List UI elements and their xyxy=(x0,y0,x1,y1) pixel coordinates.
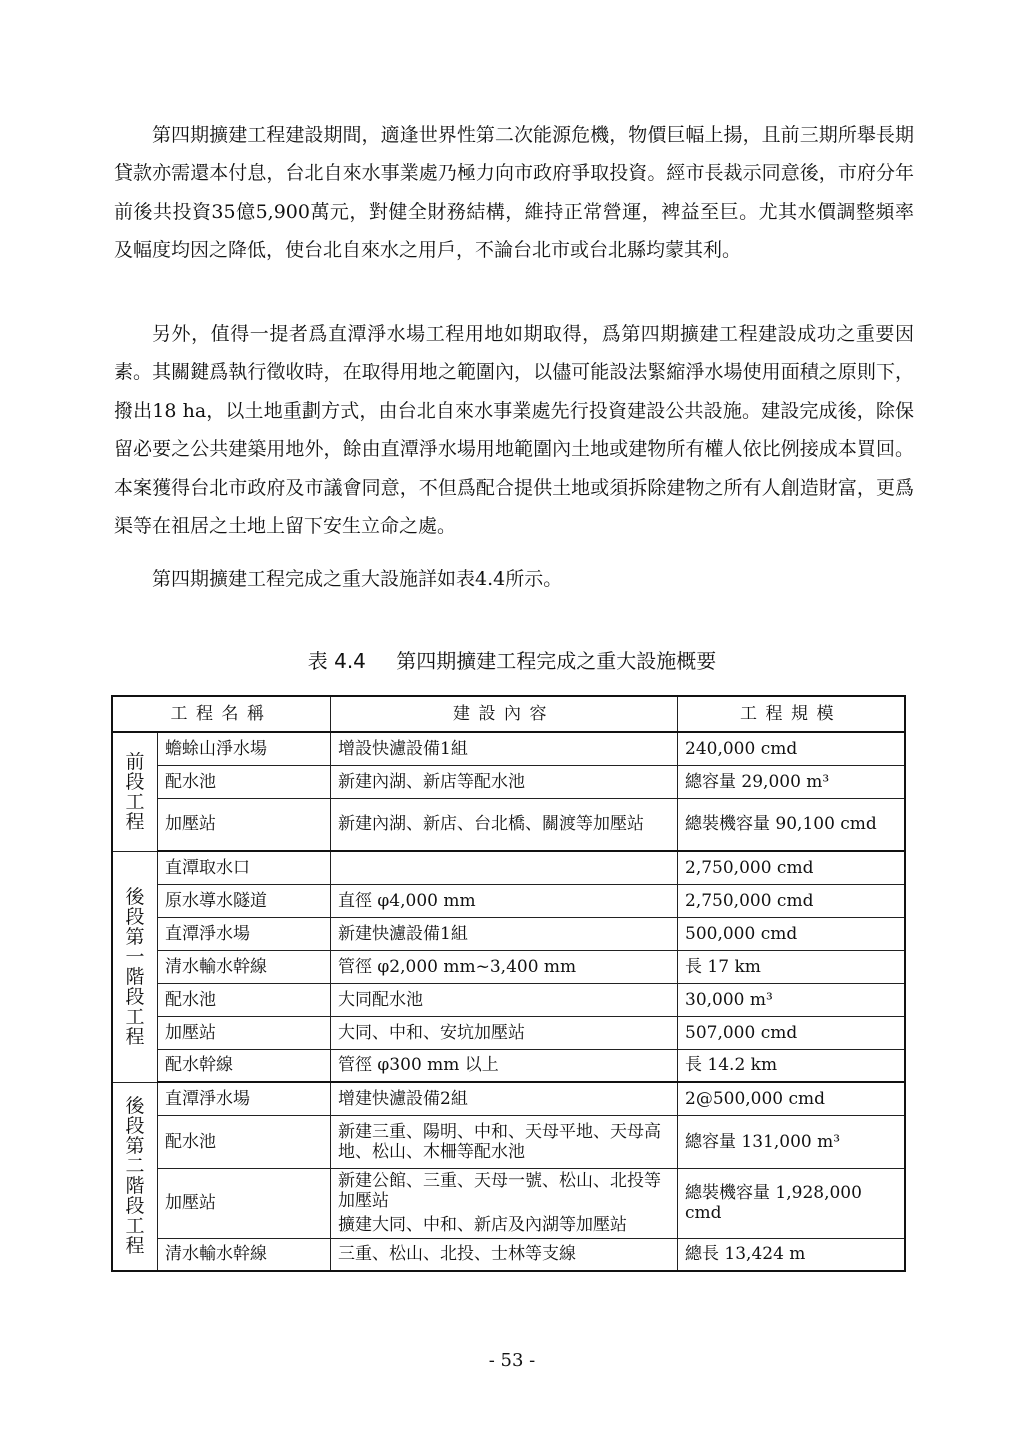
stage-char: 工 xyxy=(125,1215,145,1238)
content-line: 新建內湖、新店等配水池 xyxy=(338,771,525,792)
cell-scale: 30,000 m³ xyxy=(678,983,906,1016)
cell-project-name: 清水輸水幹線 xyxy=(158,950,331,983)
table-row xyxy=(112,1168,905,1238)
cell-scale: 507,000 cmd xyxy=(678,1016,906,1049)
stage-char: 後 xyxy=(125,1095,145,1118)
cell-scale: 2@500,000 cmd xyxy=(678,1082,906,1115)
cell-content xyxy=(331,1115,678,1168)
cell-scale: 總裝機容量 90,100 cmd xyxy=(678,798,906,851)
header-project-name: 工程名稱 xyxy=(112,696,331,732)
table-row xyxy=(112,798,905,851)
cell-content xyxy=(331,983,678,1016)
cell-content xyxy=(331,798,678,851)
table-row xyxy=(112,983,905,1016)
stage-char: 工 xyxy=(125,1005,145,1028)
table-row xyxy=(112,884,905,917)
cell-content xyxy=(331,1082,678,1115)
content-line: 直徑 φ4,000 mm xyxy=(338,890,476,911)
table-body xyxy=(112,732,905,1271)
cell-content xyxy=(331,917,678,950)
paragraph-1: 第四期擴建工程建設期間，適逢世界性第二次能源危機，物價巨幅上揚，且前三期所舉長期貸款亦需還本付息，台北自來水事業處乃極力向市政府爭取投資。經市長裁示同意後，市府分年前後共投資35億5,900萬元，對健全財務結構，維持正常營運，裨益至巨。尤其水價調整頻率及幅度均因之降低，使台北自來水之用戶，不論台北市或台北縣均蒙其利。 xyxy=(114,124,914,262)
stage-char: 第 xyxy=(125,925,145,948)
cell-content xyxy=(331,1238,678,1271)
cell-scale: 總容量 29,000 m³ xyxy=(678,765,906,798)
page-number: - 53 - xyxy=(488,1350,536,1371)
cell-content xyxy=(331,1049,678,1082)
table-row xyxy=(112,1082,905,1115)
header-content: 建設內容 xyxy=(331,696,678,732)
stage-char: 段 xyxy=(125,1115,145,1138)
content-line: 管徑 φ300 mm 以上 xyxy=(338,1055,499,1076)
cell-content xyxy=(331,765,678,798)
cell-project-name: 加壓站 xyxy=(158,1016,331,1049)
cell-content xyxy=(331,950,678,983)
cell-content xyxy=(331,1168,678,1238)
stage-label xyxy=(112,1082,158,1271)
cell-project-name: 原水導水隧道 xyxy=(158,884,331,917)
stage-char: 程 xyxy=(125,1025,145,1048)
cell-scale: 總容量 131,000 m³ xyxy=(678,1115,906,1168)
table-row xyxy=(112,732,905,765)
stage-char: 段 xyxy=(125,985,145,1008)
stage-char: 二 xyxy=(125,1155,145,1178)
cell-content xyxy=(331,884,678,917)
table-row xyxy=(112,851,905,884)
cell-scale: 2,750,000 cmd xyxy=(678,884,906,917)
header-scale: 工程規模 xyxy=(678,696,906,732)
paragraph-2: 另外，值得一提者爲直潭淨水場工程用地如期取得，爲第四期擴建工程建設成功之重要因素。其關鍵爲執行徵收時，在取得用地之範圍內，以儘可能設法緊縮淨水場使用面積之原則下，撥出18 ha，以土地重劃方式，由台北自來水事業處先行投資建設公共設施。建設完成後，除保留必要之公共建築用地外，餘由直潭淨水場用地範圍內土地或建物所有權人依比例接成本買回。本案獲得台北市政府及市議會同意，不但爲配合提供土地或須拆除建物之所有人創造財富，更爲渠等在祖居之土地上留下安生立命之處。 xyxy=(114,323,914,538)
stage-char: 段 xyxy=(125,770,145,793)
content-line: 大同、中和、安坑加壓站 xyxy=(338,1022,525,1043)
paragraph-3: 第四期擴建工程完成之重大設施詳如表4.4所示。 xyxy=(152,568,563,590)
content-line: 增設快濾設備1組 xyxy=(338,738,468,759)
table-row xyxy=(112,1238,905,1271)
cell-scale: 500,000 cmd xyxy=(678,917,906,950)
cell-project-name: 蟾蜍山淨水場 xyxy=(158,732,331,765)
table-caption xyxy=(0,645,1024,674)
stage-char: 後 xyxy=(125,885,145,908)
cell-project-name: 直潭淨水場 xyxy=(158,1082,331,1115)
table-row xyxy=(112,765,905,798)
content-line: 新建內湖、新店、台北橋、關渡等加壓站 xyxy=(338,814,644,835)
cell-scale: 總長 13,424 m xyxy=(678,1238,906,1271)
content-line: 擴建大同、中和、新店及內湖等加壓站 xyxy=(338,1215,627,1235)
cell-scale: 總裝機容量 1,928,000 cmd xyxy=(678,1168,906,1238)
table-row xyxy=(112,1049,905,1082)
table-title: 第四期擴建工程完成之重大設施概要 xyxy=(396,649,717,673)
stage-char: 段 xyxy=(125,1195,145,1218)
content-line: 管徑 φ2,000 mm~3,400 mm xyxy=(338,956,577,977)
table-row xyxy=(112,1115,905,1168)
cell-project-name: 清水輸水幹線 xyxy=(158,1238,331,1271)
table-row xyxy=(112,950,905,983)
table-header-row xyxy=(112,696,905,732)
content-line: 三重、松山、北投、士林等支線 xyxy=(338,1244,576,1265)
cell-project-name: 直潭淨水場 xyxy=(158,917,331,950)
content-line: 新建三重、陽明、中和、天母平地、天母高地、松山、木柵等配水池 xyxy=(338,1121,661,1162)
stage-char: 階 xyxy=(125,1175,145,1198)
cell-project-name: 直潭取水口 xyxy=(158,851,331,884)
table-number: 表 4.4 xyxy=(307,649,366,673)
content-line: 增建快濾設備2組 xyxy=(338,1088,468,1109)
content-line: 新建快濾設備1組 xyxy=(338,923,468,944)
stage-char: 工 xyxy=(125,790,145,813)
cell-project-name: 配水池 xyxy=(158,983,331,1016)
cell-content xyxy=(331,851,678,884)
cell-project-name: 配水池 xyxy=(158,765,331,798)
cell-content xyxy=(331,1016,678,1049)
content-line: 新建公館、三重、天母一號、松山、北投等加壓站 xyxy=(338,1171,661,1211)
cell-scale: 240,000 cmd xyxy=(678,732,906,765)
cell-content xyxy=(331,732,678,765)
stage-char: 前 xyxy=(125,750,145,773)
stage-char: 程 xyxy=(125,1235,145,1258)
cell-project-name: 加壓站 xyxy=(158,798,331,851)
table-row xyxy=(112,1016,905,1049)
stage-char: 段 xyxy=(125,905,145,928)
stage-label xyxy=(112,851,158,1082)
cell-project-name: 配水幹線 xyxy=(158,1049,331,1082)
facilities-table xyxy=(111,695,906,1272)
stage-char: 一 xyxy=(125,945,145,968)
table-row xyxy=(112,917,905,950)
stage-label xyxy=(112,732,158,851)
cell-project-name: 配水池 xyxy=(158,1115,331,1168)
stage-char: 階 xyxy=(125,965,145,988)
cell-scale: 長 14.2 km xyxy=(678,1049,906,1082)
stage-char: 第 xyxy=(125,1135,145,1158)
stage-char: 程 xyxy=(125,810,145,833)
content-line: 大同配水池 xyxy=(338,989,423,1010)
cell-project-name: 加壓站 xyxy=(158,1168,331,1238)
cell-scale: 長 17 km xyxy=(678,950,906,983)
cell-scale: 2,750,000 cmd xyxy=(678,851,906,884)
